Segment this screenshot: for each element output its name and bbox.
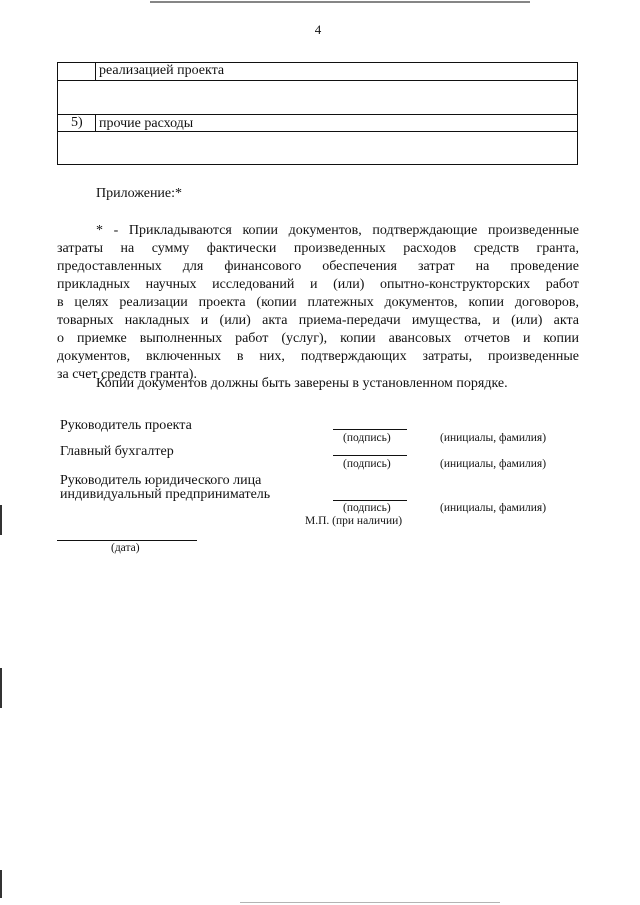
note-line: * - Прикладываются копии документов, подтверждающие произведенные: [96, 223, 579, 238]
signature-caption: (подпись): [343, 432, 391, 444]
scan-left-edge-mark: [0, 505, 2, 535]
appendix-note: [57, 222, 579, 384]
name-caption: (инициалы, фамилия): [440, 458, 547, 470]
table-border: [57, 80, 578, 81]
scan-left-edge-mark: [0, 870, 2, 898]
note-line: товарных накладных и (или) акта приема-передачи имущества, и (или) акта: [57, 313, 579, 328]
scan-top-edge: [150, 1, 530, 3]
stamp-caption: М.П. (при наличии): [305, 515, 403, 527]
note-line: прикладных научных исследований и (или) опытно-конструкторских работ: [57, 277, 579, 292]
table-row-label: реализацией проекта: [99, 63, 225, 78]
table-border: [57, 164, 578, 165]
table-row-num: 5): [71, 115, 83, 130]
name-caption: (инициалы, фамилия): [440, 432, 547, 444]
date-line: [57, 540, 197, 541]
signature-caption: (подпись): [343, 502, 391, 514]
note-line: в целях реализации проекта (копии платежных документов, копии договоров,: [57, 295, 579, 310]
signatory-legal-entity: Руководитель юридического лица: [60, 473, 262, 488]
expenses-table: [57, 62, 578, 165]
signatory-entrepreneur: индивидуальный предприниматель: [60, 487, 271, 502]
table-border: [95, 114, 96, 131]
scan-left-edge-mark: [0, 668, 2, 708]
note-line: за счет средств гранта).: [57, 367, 197, 382]
note-line: документов, включенных в них, подтверждающих затраты, произведенные: [57, 349, 579, 364]
signature-caption: (подпись): [343, 458, 391, 470]
signatory-chief-accountant: Главный бухгалтер: [60, 444, 174, 459]
scan-bottom-edge: [240, 902, 500, 903]
note-line: предоставленных для финансового обеспечения затрат на проведение: [57, 259, 579, 274]
certification-note: Копии документов должны быть заверены в установленном порядке.: [96, 376, 508, 391]
table-border: [57, 114, 578, 115]
page-number: 4: [314, 22, 322, 37]
signature-line: [333, 455, 407, 456]
date-caption: (дата): [111, 542, 140, 554]
table-border: [95, 62, 96, 80]
table-row-label: прочие расходы: [99, 116, 194, 131]
note-line: затраты на сумму фактически произведенных расходов средств гранта,: [57, 241, 579, 256]
table-border: [577, 62, 578, 165]
table-border: [57, 62, 58, 165]
signature-line: [333, 429, 407, 430]
appendix-heading: Приложение:*: [96, 186, 183, 201]
note-line: о приемке выполненных работ (услуг), копии авансовых отчетов и копии: [57, 331, 579, 346]
signatory-project-head: Руководитель проекта: [60, 418, 192, 433]
name-caption: (инициалы, фамилия): [440, 502, 547, 514]
signature-line: [333, 500, 407, 501]
